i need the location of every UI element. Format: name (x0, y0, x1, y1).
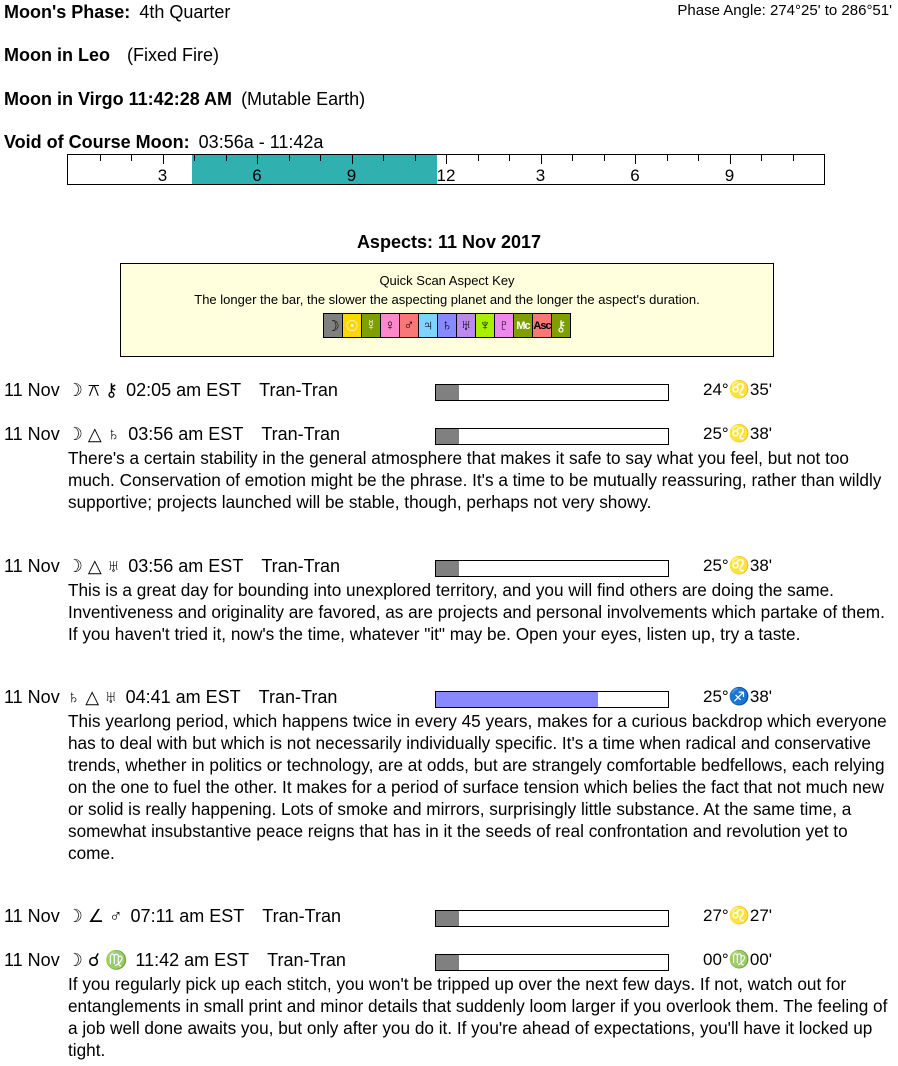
aspect-description: If you regularly pick up each stitch, you won't be tripped up over the next few days. If not, watch out for entanglements in small print and minor details that suddenly loom larger if you overlook them. The feeling of a job well done awaits you, but only after you do it. If you're ahead of expectations, you'll have it locked up tight. (68, 974, 888, 1060)
timeline-tick (572, 155, 573, 161)
aspect-planet-2-icon: ⚷ (104, 380, 119, 400)
aspect-duration-fill (436, 911, 459, 926)
timeline-tick (730, 155, 731, 164)
mars-icon: ♂ (400, 314, 419, 337)
timeline-label: 3 (157, 166, 168, 185)
timeline-tick (100, 155, 101, 161)
aspect-duration-bar (435, 691, 669, 708)
moon-sign-leo-label: Moon in Leo (4, 45, 110, 65)
timeline-label: 6 (630, 166, 640, 185)
mc-icon: Mc (514, 314, 533, 337)
saturn-icon: ♄ (438, 314, 457, 337)
timeline-tick (131, 155, 132, 161)
aspect-type-icon: △ (85, 687, 100, 707)
timeline-tick (383, 155, 384, 161)
moon-icon: ☽ (324, 314, 343, 337)
aspect-duration-bar (435, 910, 669, 927)
timeline-tick (604, 155, 605, 161)
void-of-course (4, 132, 323, 153)
timeline-tick (667, 155, 668, 161)
aspect-position: 25°♌38' (703, 424, 773, 443)
mercury-icon: ☿ (362, 314, 381, 337)
aspect-duration-fill (436, 429, 459, 444)
aspect-duration-fill (436, 692, 598, 707)
aspect-duration-bar (435, 560, 669, 577)
aspect-position: 24°♌35' (703, 380, 773, 399)
aspect-time: 04:41 am EST (125, 687, 241, 707)
timeline-tick (698, 155, 699, 161)
aspect-date: 11 Nov (4, 380, 60, 400)
aspect-planet-1-icon: ☽ (66, 556, 83, 576)
aspect-kind: Tran-Tran (267, 950, 346, 970)
aspect-position: 25°♌38' (703, 556, 773, 575)
moon-phase-value: 4th Quarter (139, 2, 231, 22)
timeline-tick (478, 155, 479, 161)
aspect-key-description: The longer the bar, the slower the aspecting planet and the longer the aspect's duration. (194, 292, 700, 307)
timeline-label: 3 (535, 166, 546, 185)
aspect-planet-2-icon: ♂ (109, 906, 123, 926)
aspect-planet-2-icon: ♄ (106, 424, 121, 444)
aspect-description: There's a certain stability in the general atmosphere that makes it safe to say what you feel, but not too much. Conservation of emotion might be the phrase. It's a time to be mutually reassuring, rather than wildly supportive; projects launched will be stable, though, perhaps not very showy. (68, 448, 882, 512)
aspect-type-icon: ⚻ (87, 380, 100, 400)
aspect-kind: Tran-Tran (258, 687, 338, 707)
aspect-time: 03:56 am EST (128, 556, 244, 576)
voc-value: 03:56a - 11:42a (198, 132, 324, 152)
timeline-tick (320, 155, 321, 161)
jupiter-icon: ♃ (419, 314, 438, 337)
timeline-tick (289, 155, 290, 161)
aspect-date: 11 Nov (4, 687, 60, 707)
aspect-planet-1-icon: ☽ (66, 950, 83, 970)
aspect-header (4, 950, 346, 971)
aspect-position: 00°♍00' (703, 950, 773, 969)
voc-timeline-fill (192, 155, 437, 184)
aspect-header (4, 687, 337, 708)
timeline-tick (541, 155, 542, 164)
voc-label: Void of Course Moon: (4, 132, 190, 152)
aspect-type-icon: ☌ (87, 950, 100, 970)
pluto-icon: ♇ (495, 314, 514, 337)
timeline-tick (226, 155, 227, 161)
aspect-kind: Tran-Tran (262, 906, 341, 926)
moon-sign-virgo-value: (Mutable Earth) (241, 89, 366, 109)
aspect-description: This yearlong period, which happens twice in every 45 years, makes for a curious backdrop which everyone has to deal with but which is not necessarily individually specific. It's a time when radical and conservative trends, whether in politics or technology, are at odds, but are strangely comfortable bedfellows, each relying on the one to fuel the other. It makes for a period of surface tension which belies the fact that not much new or solid is really happening. Lots of smoke and mirrors, surprisingly little substance. At the same time, a somewhat insubstantive peace reigns that has in it the seeds of real confrontation and revolution yet to come. (68, 711, 887, 863)
aspect-date: 11 Nov (4, 906, 60, 926)
timeline-tick (635, 155, 636, 164)
timeline-label: 12 (436, 166, 456, 185)
aspect-planet-2-icon: ♍ (104, 950, 128, 970)
neptune-icon: ♆ (476, 314, 495, 337)
moon-phase-label: Moon's Phase: (4, 2, 131, 22)
timeline-tick (163, 155, 164, 164)
aspect-type-icon: △ (87, 424, 102, 444)
aspect-key (120, 263, 774, 357)
aspect-duration-fill (436, 385, 459, 400)
sun-icon: ☉ (343, 314, 362, 337)
voc-timeline (67, 154, 825, 185)
aspects-heading: Aspects: 11 Nov 2017 (356, 232, 542, 252)
aspect-key-title: Quick Scan Aspect Key (379, 273, 515, 288)
aspect-type-icon: ∠ (87, 906, 105, 926)
timeline-tick (415, 155, 416, 161)
aspect-planet-1-icon: ☽ (66, 380, 83, 400)
moon-sign-virgo (4, 89, 365, 110)
aspect-time: 07:11 am EST (130, 906, 245, 926)
aspect-duration-fill (436, 561, 459, 576)
timeline-tick (257, 155, 258, 164)
aspect-header (4, 424, 340, 445)
aspect-description: This is a great day for bounding into unexplored territory, and you will find others are doing the same. Inventiveness and originality are favored, as are projects and personal involvements which partake of them. If you haven't tried it, now's the time, whatever "it" may be. Open your eyes, listen up, try a taste. (68, 580, 885, 644)
venus-icon: ♀ (381, 314, 400, 337)
timeline-tick (194, 155, 195, 161)
aspect-duration-fill (436, 955, 459, 970)
aspect-date: 11 Nov (4, 556, 60, 576)
aspect-position: 25°♐38' (703, 687, 773, 706)
phase-angle: Phase Angle: 274°25' to 286°51' (677, 2, 892, 19)
timeline-tick (793, 155, 794, 161)
uranus-icon: ♅ (457, 314, 476, 337)
aspect-time: 03:56 am EST (128, 424, 244, 444)
aspect-duration-bar (435, 954, 669, 971)
aspect-date: 11 Nov (4, 950, 60, 970)
moon-sign-virgo-label: Moon in Virgo 11:42:28 AM (4, 89, 233, 109)
aspect-planet-1-icon: ♄ (66, 687, 81, 707)
aspect-time: 11:42 am EST (135, 950, 250, 970)
aspect-kind: Tran-Tran (261, 556, 340, 576)
aspect-kind: Tran-Tran (259, 380, 338, 400)
asc-icon: Asc (533, 314, 552, 337)
timeline-tick (509, 155, 510, 161)
timeline-tick (761, 155, 762, 161)
aspect-header (4, 906, 341, 927)
timeline-label: 9 (346, 166, 357, 185)
aspect-kind: Tran-Tran (261, 424, 340, 444)
aspect-time: 02:05 am EST (126, 380, 242, 400)
aspect-planet-1-icon: ☽ (66, 906, 83, 926)
timeline-tick (352, 155, 353, 164)
chiron-icon: ⚷ (552, 314, 570, 337)
aspect-planet-2-icon: ♅ (106, 556, 121, 576)
moon-sign-leo (4, 45, 219, 66)
aspect-duration-bar (435, 428, 669, 445)
aspect-header (4, 380, 338, 401)
aspect-key-glyphs (323, 313, 571, 338)
aspect-duration-bar (435, 384, 669, 401)
aspect-type-icon: △ (87, 556, 102, 576)
aspect-header (4, 556, 340, 577)
timeline-label: 9 (724, 166, 735, 185)
aspect-date: 11 Nov (4, 424, 60, 444)
aspect-planet-2-icon: ♅ (104, 687, 118, 707)
moon-phase (4, 2, 230, 23)
timeline-tick (446, 155, 447, 164)
moon-sign-leo-value: (Fixed Fire) (127, 45, 220, 65)
timeline-label: 6 (252, 166, 262, 185)
aspect-planet-1-icon: ☽ (66, 424, 83, 444)
aspect-position: 27°♌27' (703, 906, 773, 925)
